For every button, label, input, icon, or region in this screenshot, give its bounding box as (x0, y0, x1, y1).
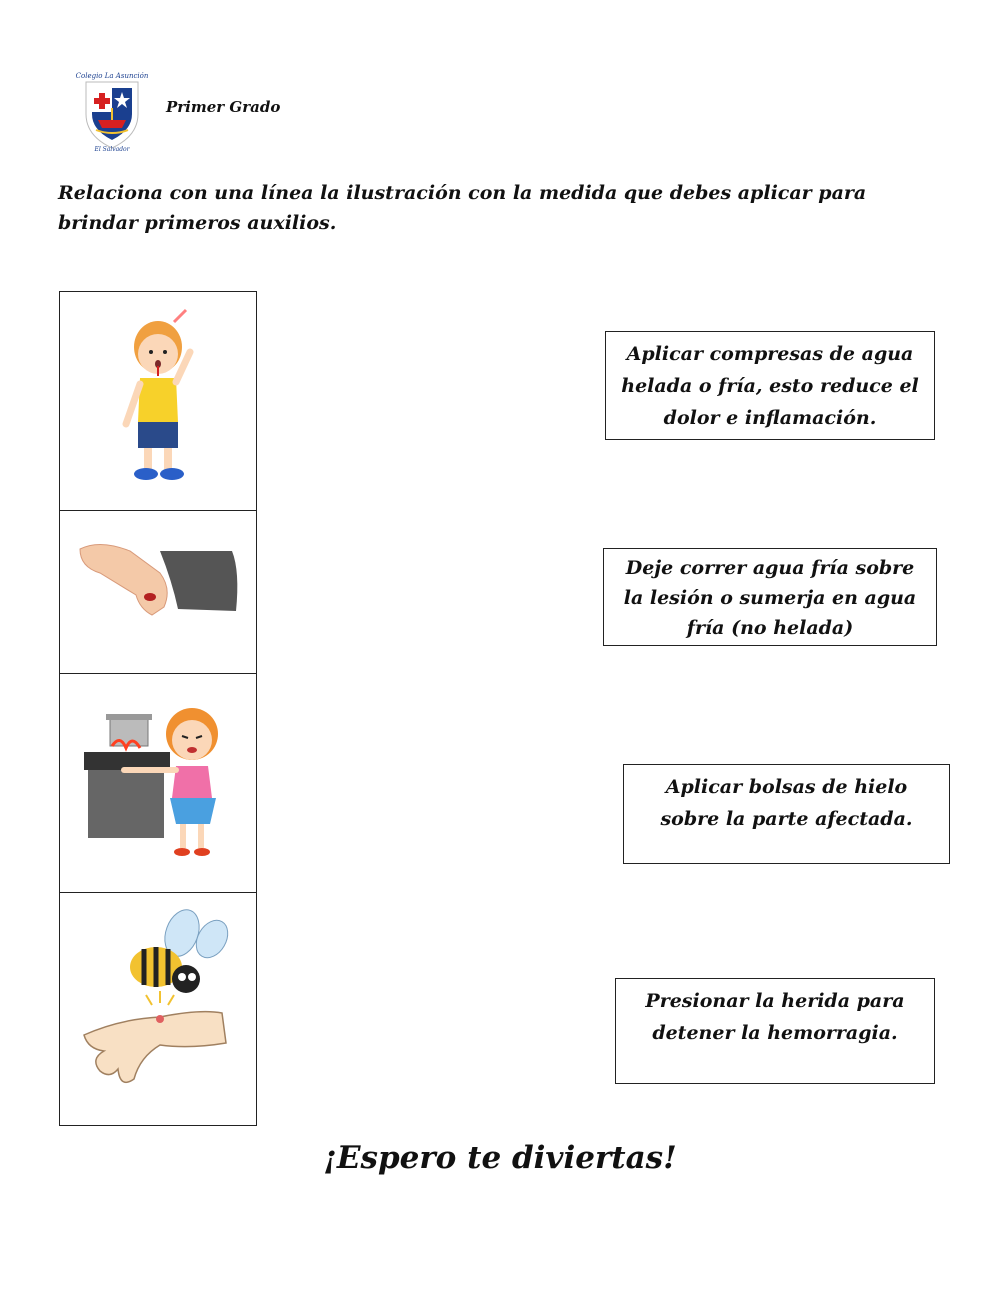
illustration-column (59, 291, 257, 1126)
scraped-arm-illustration[interactable] (60, 511, 256, 674)
answer-box-1[interactable]: Aplicar compresas de agua helada o fría, esto reduce el dolor e inflamación. (605, 331, 935, 440)
logo-text-bottom: El Salvador (94, 146, 130, 152)
burn-girl-stove-illustration[interactable] (60, 674, 256, 893)
grade-label: Primer Grado (166, 98, 281, 116)
answer-box-4[interactable]: Presionar la herida para detener la hemorragia. (615, 978, 935, 1084)
answer-box-2[interactable]: Deje correr agua fría sobre la lesión o sumerja en agua fría (no helada) (603, 548, 937, 646)
school-logo (72, 68, 152, 152)
nosebleed-child-illustration[interactable] (60, 292, 256, 511)
instructions-text: Relaciona con una línea la ilustración con la medida que debes aplicar para brindar primeros auxilios. (58, 182, 867, 234)
logo-text-top: Colegio La Asunción (75, 72, 149, 80)
answer-box-3[interactable]: Aplicar bolsas de hielo sobre la parte afectada. (623, 764, 950, 864)
bee-sting-illustration[interactable] (60, 893, 256, 1125)
closing-message: ¡Espero te diviertas! (323, 1140, 677, 1176)
